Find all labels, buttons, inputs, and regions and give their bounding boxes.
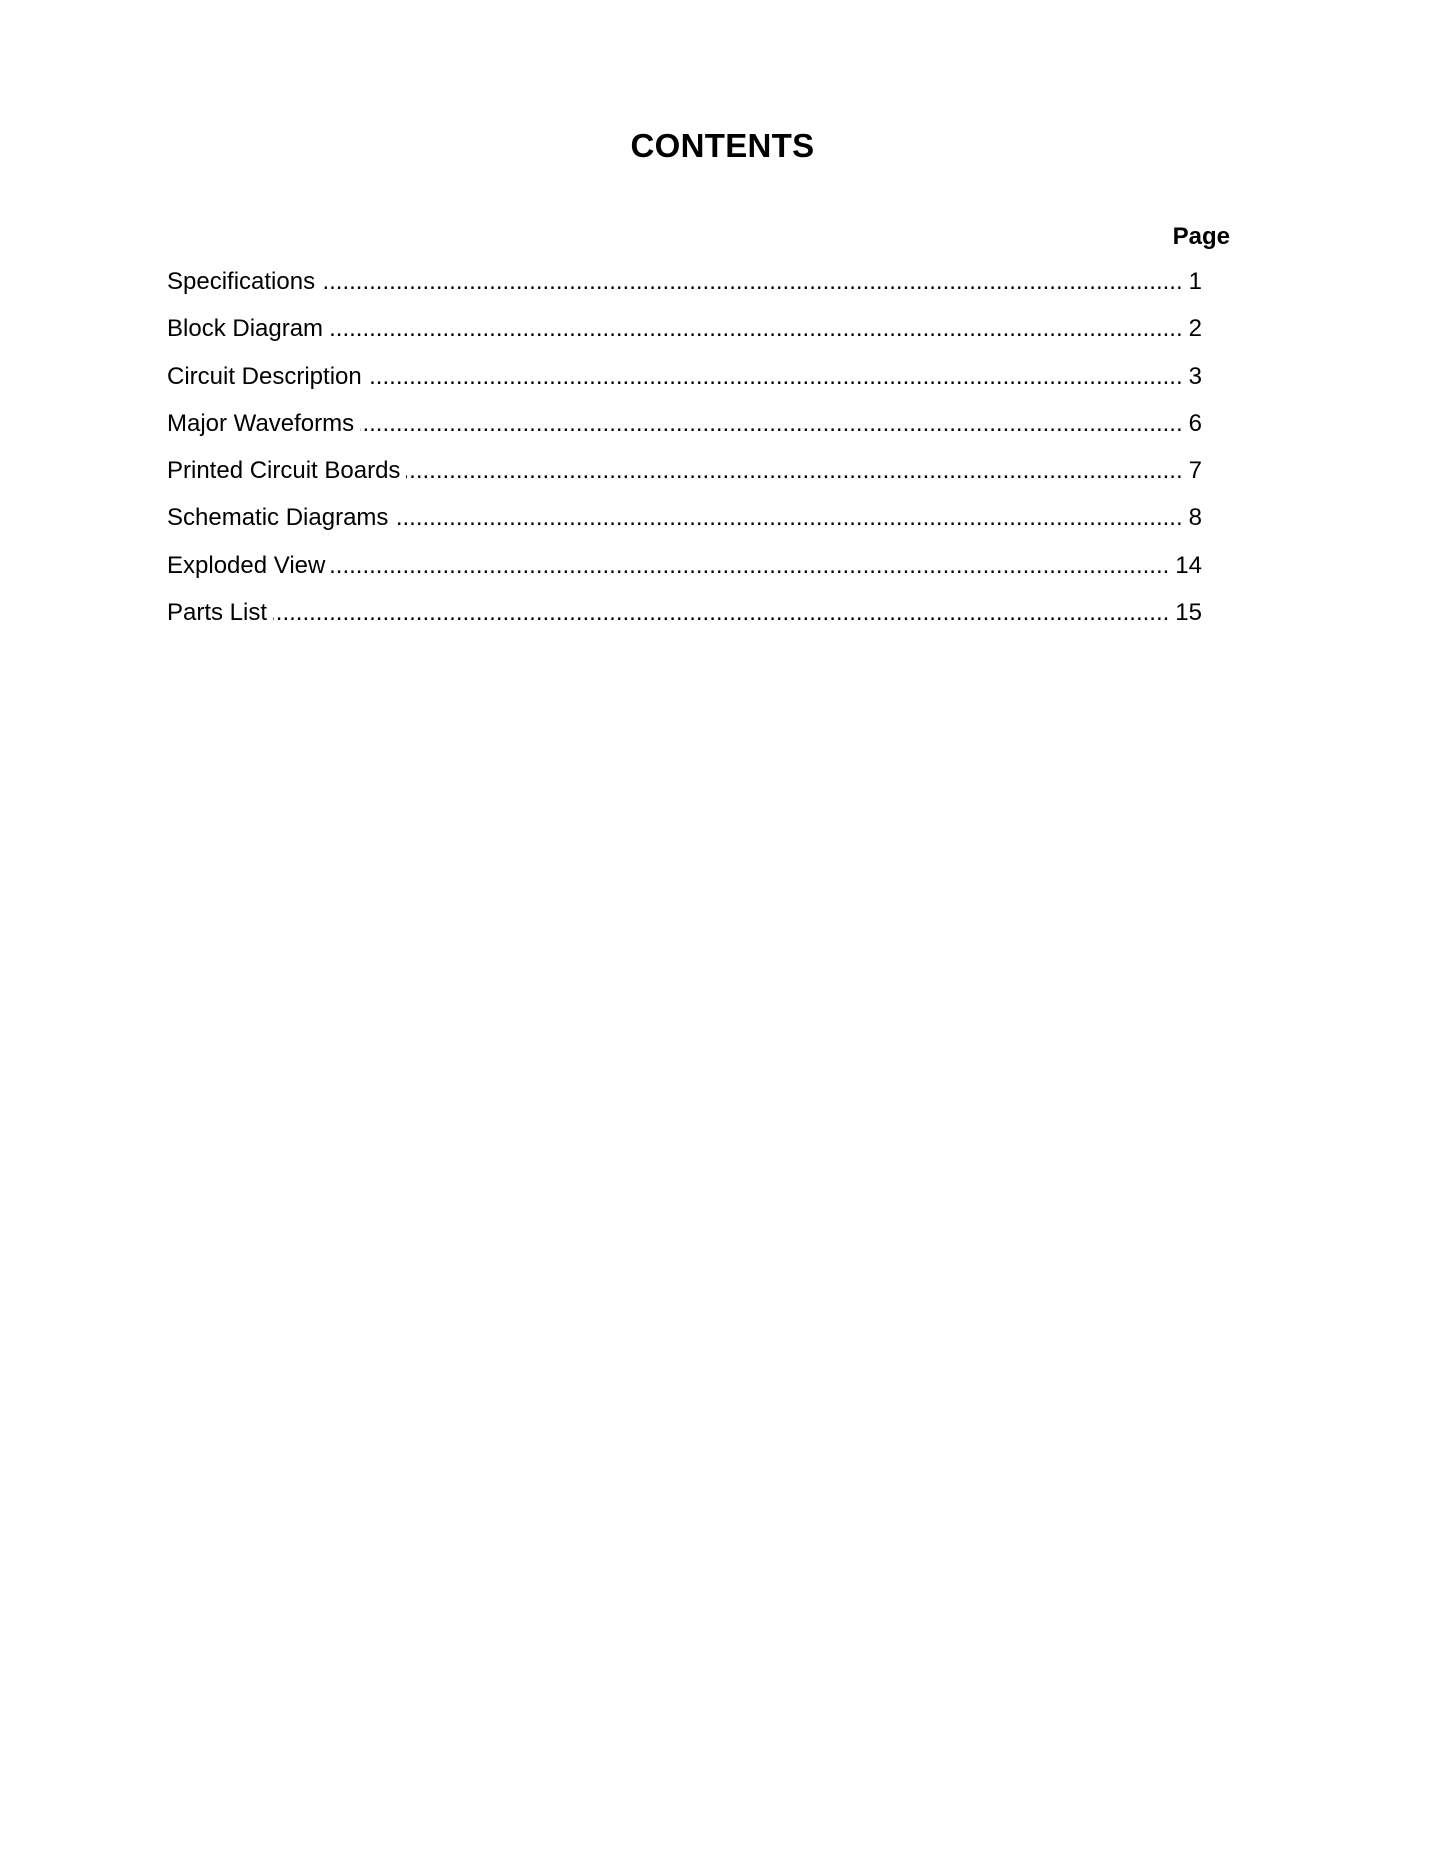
toc-entry-page: 3 bbox=[1188, 362, 1202, 390]
toc-entry-label: Parts List bbox=[167, 599, 268, 627]
toc-entry-page: 1 bbox=[1188, 268, 1202, 295]
toc-entry-parts-list[interactable] bbox=[167, 598, 1202, 645]
toc-entry-label: Printed Circuit Boards bbox=[167, 457, 401, 485]
page-column-header: Page bbox=[1172, 223, 1230, 250]
dot-leader bbox=[368, 362, 1183, 392]
dot-leader bbox=[360, 409, 1183, 439]
toc-entry-page: 8 bbox=[1188, 504, 1202, 532]
toc-entry-printed-circuit-boards[interactable] bbox=[167, 456, 1202, 503]
toc-entry-label: Schematic Diagrams bbox=[167, 504, 389, 532]
dot-leader bbox=[394, 503, 1182, 533]
toc-entry-label: Exploded View bbox=[167, 551, 326, 579]
toc-entry-label: Specifications bbox=[167, 268, 316, 295]
dot-leader bbox=[273, 598, 1169, 628]
dot-leader bbox=[329, 314, 1183, 344]
dot-leader bbox=[321, 267, 1183, 297]
dot-leader bbox=[331, 551, 1169, 581]
toc-entry-major-waveforms[interactable] bbox=[167, 409, 1202, 456]
dot-leader bbox=[406, 456, 1182, 486]
toc-entry-block-diagram[interactable] bbox=[167, 314, 1202, 361]
toc-entry-page: 15 bbox=[1175, 599, 1202, 627]
page-title: CONTENTS bbox=[630, 127, 815, 164]
toc-entry-specifications[interactable] bbox=[167, 267, 1202, 314]
toc-entry-label: Block Diagram bbox=[167, 315, 324, 343]
toc-entry-label: Circuit Description bbox=[167, 362, 362, 390]
toc-entry-circuit-description[interactable] bbox=[167, 362, 1202, 409]
toc-entry-page: 14 bbox=[1175, 551, 1202, 579]
toc-entry-schematic-diagrams[interactable] bbox=[167, 503, 1202, 550]
toc-entry-page: 6 bbox=[1188, 409, 1202, 437]
toc-entry-page: 7 bbox=[1188, 457, 1202, 485]
toc-entry-label: Major Waveforms bbox=[167, 409, 355, 437]
table-of-contents bbox=[167, 267, 1202, 645]
toc-entry-exploded-view[interactable] bbox=[167, 551, 1202, 598]
toc-entry-page: 2 bbox=[1188, 315, 1202, 343]
